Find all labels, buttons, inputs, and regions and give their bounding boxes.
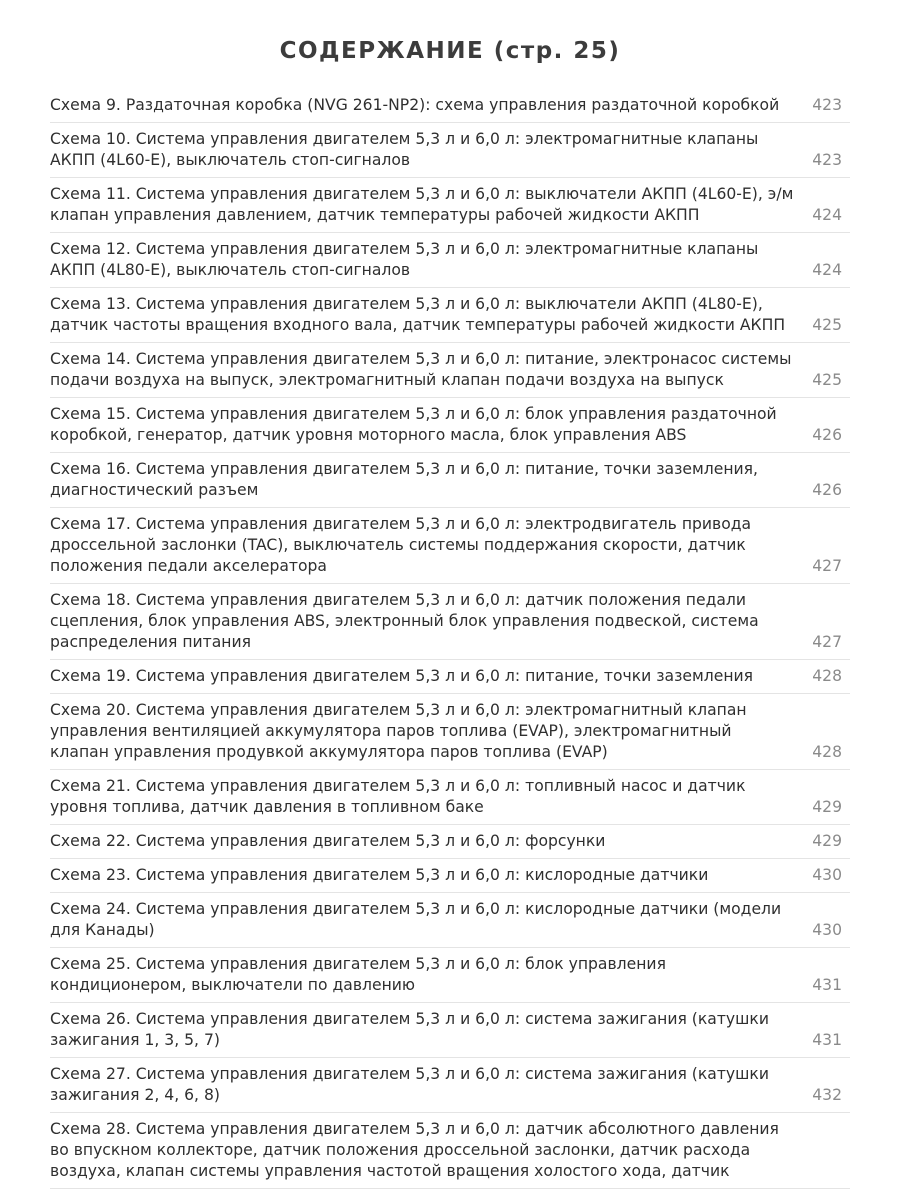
toc-entry-title: Схема 27. Система управления двигателем 5,3 л и 6,0 л: система зажигания (катушки зажигания 2, 4, 6, 8) xyxy=(50,1065,769,1104)
toc-entry xyxy=(50,288,850,343)
toc-entry-title: Схема 9. Раздаточная коробка (NVG 261-NP2): схема управления раздаточной коробкой xyxy=(50,96,780,114)
toc-entry xyxy=(50,859,850,893)
toc-entry-page: 425 xyxy=(812,371,842,389)
toc-entry-title: Схема 20. Система управления двигателем 5,3 л и 6,0 л: электромагнитный клапан управления вентиляцией аккумулятора паров топлива (EVAP), электромагнитный клапан управления продувкой аккумулятора паров топлива (EVAP) xyxy=(50,701,747,761)
toc-entry-title: Схема 10. Система управления двигателем 5,3 л и 6,0 л: электромагнитные клапаны АКПП (4L60-E), выключатель стоп-сигналов xyxy=(50,130,759,169)
toc-entry xyxy=(50,233,850,288)
toc-entry xyxy=(50,948,850,1003)
toc-entry-page: 432 xyxy=(812,1086,842,1104)
toc-entry-title: Схема 18. Система управления двигателем 5,3 л и 6,0 л: датчик положения педали сцепления, блок управления ABS, электронный блок управления подвеской, система распределения питания xyxy=(50,591,759,651)
toc-entry xyxy=(50,508,850,584)
toc-entry xyxy=(50,584,850,660)
toc-entry-page: 427 xyxy=(812,557,842,575)
toc-entry-title: Схема 25. Система управления двигателем 5,3 л и 6,0 л: блок управления кондиционером, выключатели по давлению xyxy=(50,955,666,994)
toc-entry-title: Схема 17. Система управления двигателем 5,3 л и 6,0 л: электродвигатель привода дроссельной заслонки (TAC), выключатель системы поддержания скорости, датчик положения педали акселератора xyxy=(50,515,752,575)
toc-entry-title: Схема 21. Система управления двигателем 5,3 л и 6,0 л: топливный насос и датчик уровня топлива, датчик давления в топливном баке xyxy=(50,777,746,816)
toc-entry-page: 431 xyxy=(812,976,842,994)
toc-entry-page: 428 xyxy=(812,743,842,761)
toc-entry-page: 423 xyxy=(812,96,842,114)
toc-entry xyxy=(50,893,850,948)
toc-entry-page: 429 xyxy=(812,798,842,816)
toc-entry-title: Схема 12. Система управления двигателем 5,3 л и 6,0 л: электромагнитные клапаны АКПП (4L80-E), выключатель стоп-сигналов xyxy=(50,240,759,279)
toc-entry xyxy=(50,1113,850,1189)
toc-entry-page: 426 xyxy=(812,481,842,499)
toc-entry-title: Схема 14. Система управления двигателем 5,3 л и 6,0 л: питание, электронасос системы подачи воздуха на выпуск, электромагнитный клапан подачи воздуха на выпуск xyxy=(50,350,792,389)
toc-entry-title: Схема 23. Система управления двигателем 5,3 л и 6,0 л: кислородные датчики xyxy=(50,866,709,884)
toc-entry xyxy=(50,89,850,123)
toc-entry-title: Схема 19. Система управления двигателем 5,3 л и 6,0 л: питание, точки заземления xyxy=(50,667,754,685)
toc-entry-title: Схема 13. Система управления двигателем 5,3 л и 6,0 л: выключатели АКПП (4L80-E), датчик частоты вращения входного вала, датчик температуры рабочей жидкости АКПП xyxy=(50,295,786,334)
toc-entry-title: Схема 24. Система управления двигателем 5,3 л и 6,0 л: кислородные датчики (модели для Канады) xyxy=(50,900,782,939)
toc-entry-page: 427 xyxy=(812,633,842,651)
toc-entry-page: 429 xyxy=(812,832,842,850)
toc-entry-page: 430 xyxy=(812,866,842,884)
toc-entry xyxy=(50,660,850,694)
toc-entry xyxy=(50,178,850,233)
toc-entry-page: 424 xyxy=(812,261,842,279)
toc-entry-title: Схема 28. Система управления двигателем 5,3 л и 6,0 л: датчик абсолютного давления во впускном коллекторе, датчик положения дроссельной заслонки, датчик расхода воздуха, клапан системы управления частотой вращения холостого хода, датчик xyxy=(50,1120,779,1180)
toc-entry-title: Схема 22. Система управления двигателем 5,3 л и 6,0 л: форсунки xyxy=(50,832,606,850)
toc-entry-title: Схема 16. Система управления двигателем 5,3 л и 6,0 л: питание, точки заземления, диагностический разъем xyxy=(50,460,758,499)
toc-entry-page: 425 xyxy=(812,316,842,334)
toc-entry xyxy=(50,694,850,770)
toc-entry-page: 426 xyxy=(812,426,842,444)
toc-entry xyxy=(50,825,850,859)
toc-entry-page: 423 xyxy=(812,151,842,169)
toc-entry-page: 431 xyxy=(812,1031,842,1049)
toc-entry-page: 430 xyxy=(812,921,842,939)
toc-entry xyxy=(50,770,850,825)
toc-entry-page: 428 xyxy=(812,667,842,685)
page-title: СОДЕРЖАНИЕ (стр. 25) xyxy=(279,38,621,64)
table-of-contents xyxy=(50,89,850,1189)
toc-entry-page: 424 xyxy=(812,206,842,224)
toc-entry-title: Схема 11. Система управления двигателем 5,3 л и 6,0 л: выключатели АКПП (4L60-E), э/м клапан управления давлением, датчик температуры рабочей жидкости АКПП xyxy=(50,185,794,224)
toc-entry xyxy=(50,398,850,453)
toc-entry xyxy=(50,343,850,398)
toc-entry xyxy=(50,123,850,178)
toc-entry xyxy=(50,1058,850,1113)
toc-entry xyxy=(50,453,850,508)
toc-entry-title: Схема 15. Система управления двигателем 5,3 л и 6,0 л: блок управления раздаточной коробкой, генератор, датчик уровня моторного масла, блок управления ABS xyxy=(50,405,777,444)
toc-entry-title: Схема 26. Система управления двигателем 5,3 л и 6,0 л: система зажигания (катушки зажигания 1, 3, 5, 7) xyxy=(50,1010,769,1049)
toc-entry xyxy=(50,1003,850,1058)
